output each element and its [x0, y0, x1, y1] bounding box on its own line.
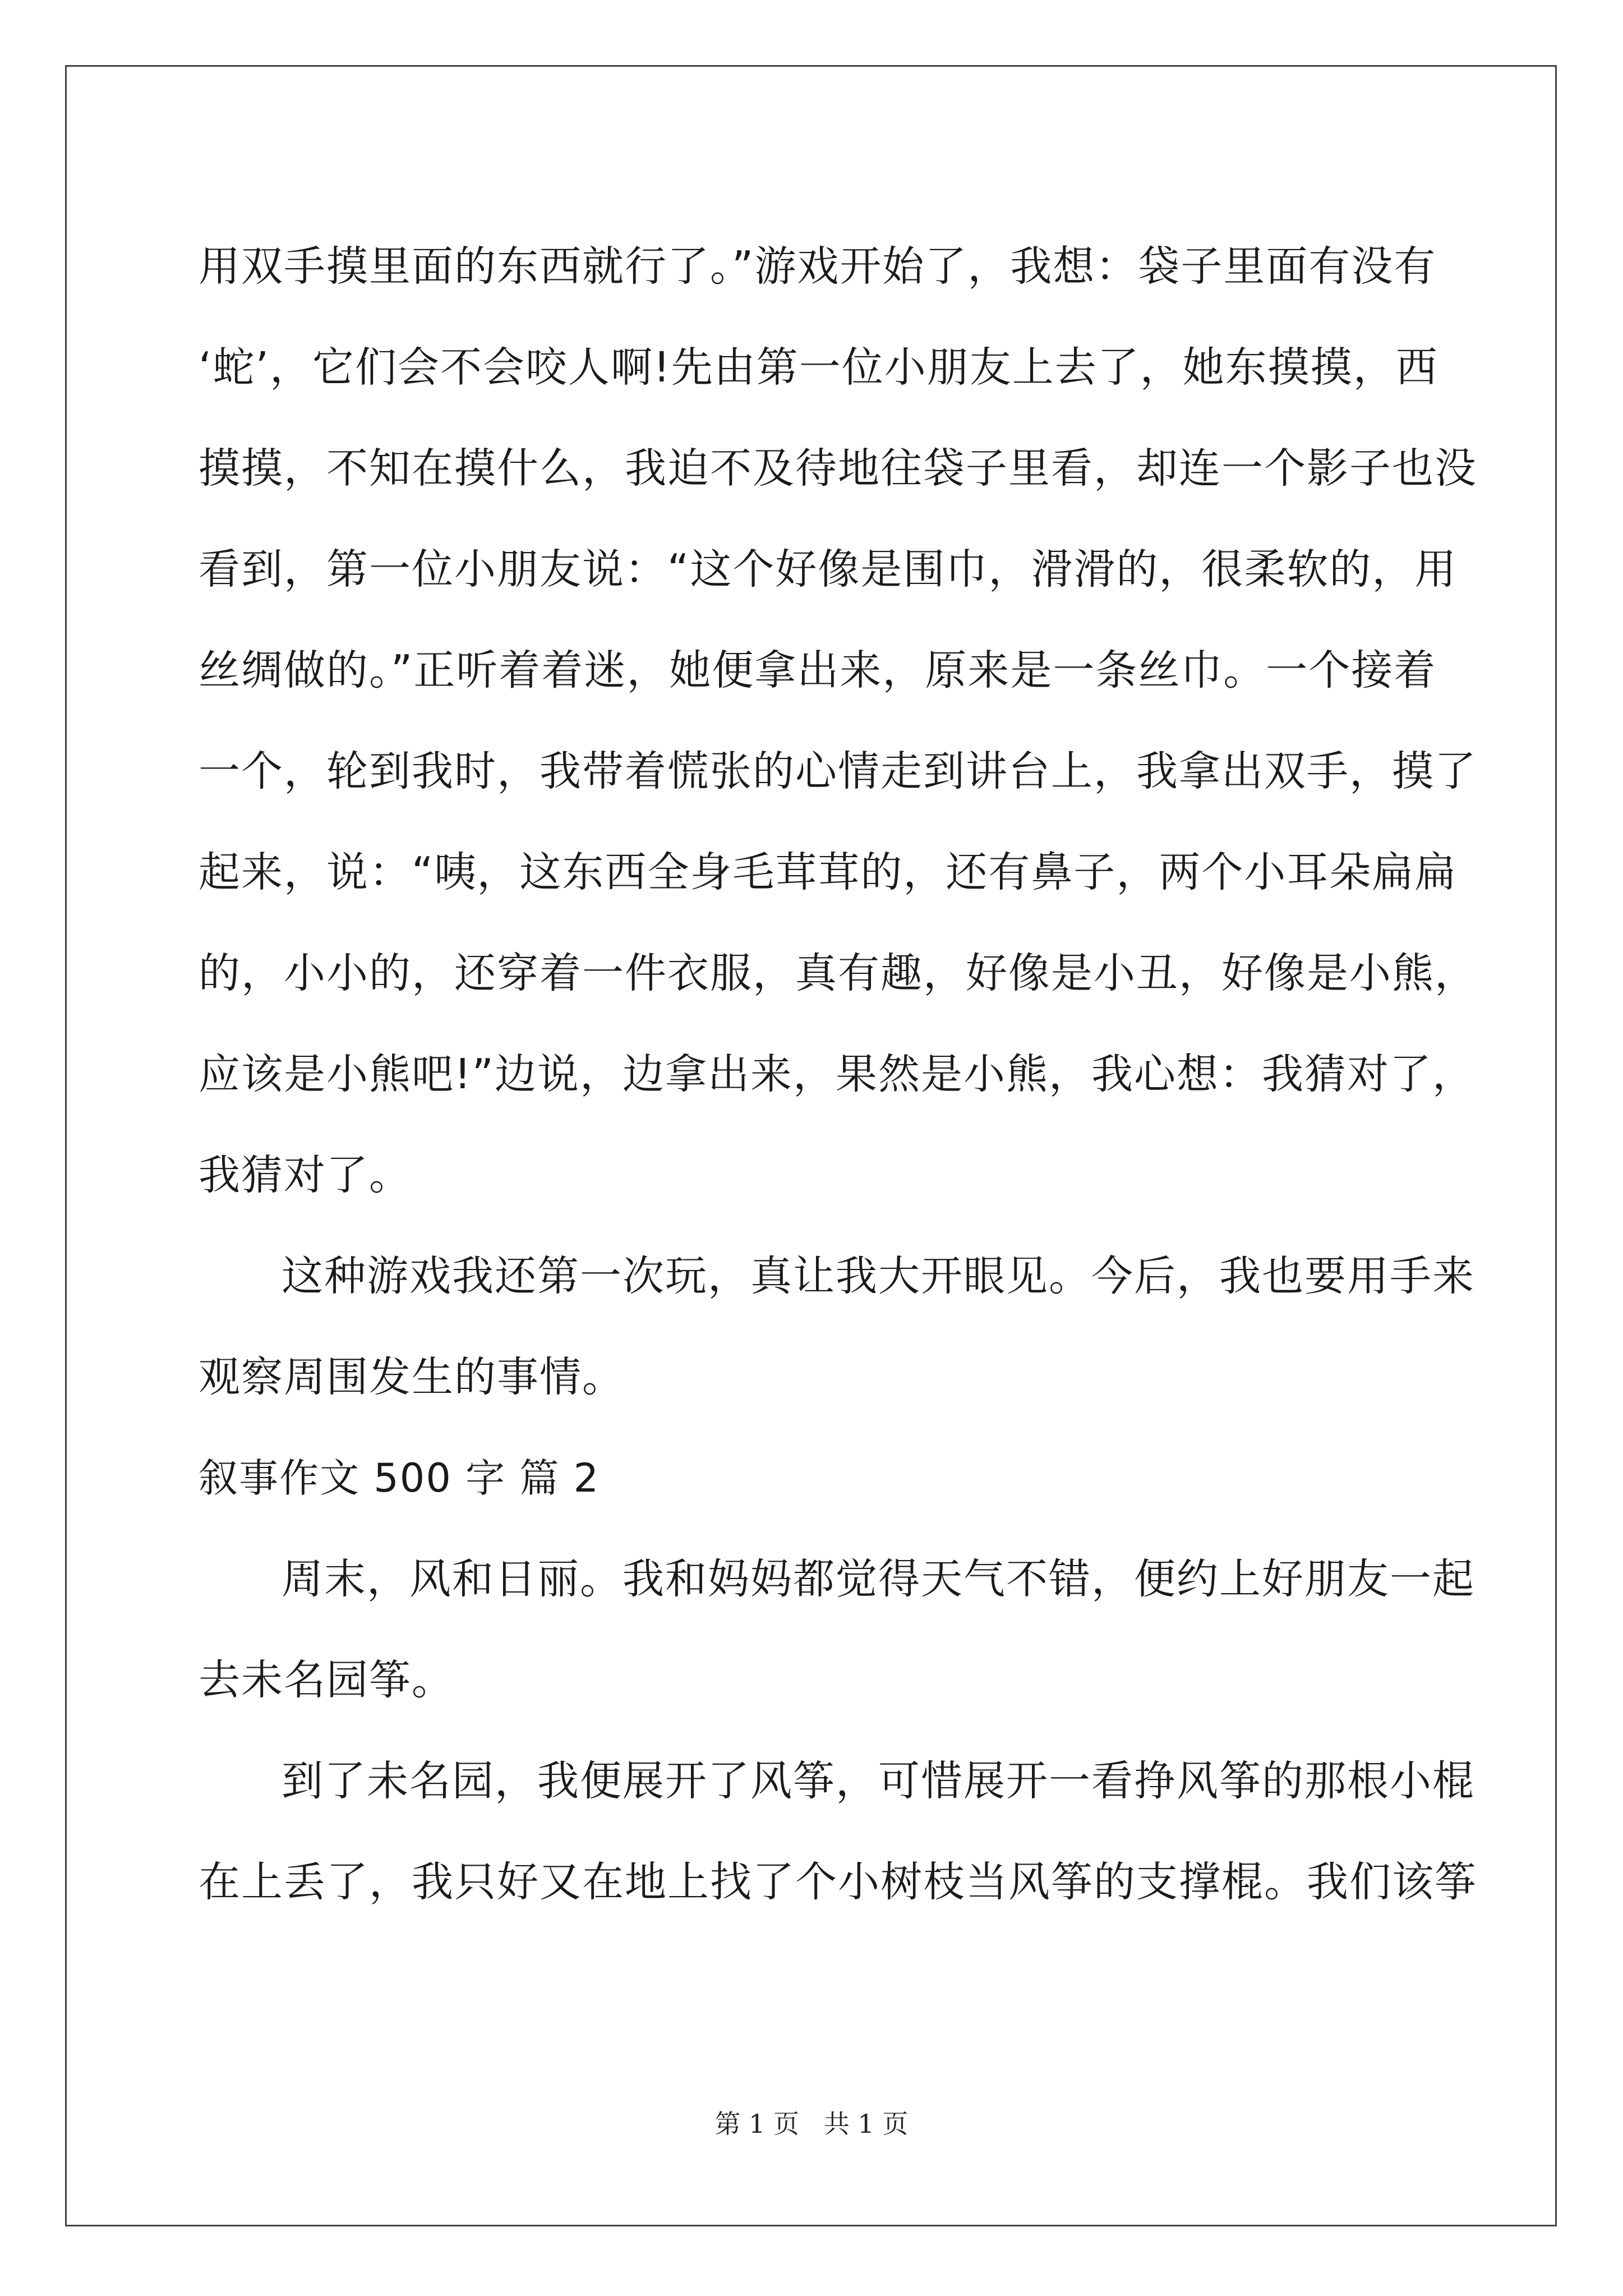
- text-line: 一个，轮到我时，我带着慌张的心情走到讲台上，我拿出双手，摸了: [199, 747, 1477, 795]
- page-number-footer: 第 1 页 共 1 页: [714, 2109, 909, 2139]
- paragraph-start-line: 周末，风和日丽。我和妈妈都觉得天气不错，便约上好朋友一起: [282, 1555, 1475, 1603]
- text-line: 应该是小熊吧!”边说，边拿出来，果然是小熊，我心想：我猜对了，: [199, 1050, 1475, 1098]
- text-line: 去未名园筝。: [199, 1656, 454, 1704]
- text-line: 用双手摸里面的东西就行了。”游戏开始了，我想：袋子里面有没有: [199, 242, 1437, 291]
- text-line: 摸摸，不知在摸什么，我迫不及待地往袋子里看，却连一个影子也没: [199, 444, 1477, 493]
- text-line: 丝绸做的。”正听着着迷，她便拿出来，原来是一条丝巾。一个接着: [199, 646, 1437, 694]
- text-line: 起来，说：“咦，这东西全身毛茸茸的，还有鼻子，两个小耳朵扁扁: [199, 848, 1458, 896]
- text-line: 看到，第一位小朋友说：“这个好像是围巾，滑滑的，很柔软的，用: [199, 545, 1458, 593]
- text-line: 我猜对了。: [199, 1151, 412, 1199]
- text-line: 的，小小的，还穿着一件衣服，真有趣，好像是小丑，好像是小熊，: [199, 949, 1477, 997]
- document-body: [199, 216, 1477, 1932]
- section-heading: 叙事作文 500 字 篇 2: [199, 1455, 600, 1501]
- text-line: 在上丢了，我只好又在地上找了个小树枝当风筝的支撑棍。我们该筝: [199, 1858, 1477, 1906]
- paragraph-start-line: 这种游戏我还第一次玩，真让我大开眼见。今后，我也要用手来: [282, 1252, 1475, 1300]
- text-line: 观察周围发生的事情。: [199, 1353, 625, 1401]
- text-line: ‘蛇’，它们会不会咬人啊!先由第一位小朋友上去了，她东摸摸，西: [199, 343, 1438, 392]
- paragraph-start-line: 到了未名园，我便展开了风筝，可惜展开一看挣风筝的那根小棍: [282, 1757, 1475, 1805]
